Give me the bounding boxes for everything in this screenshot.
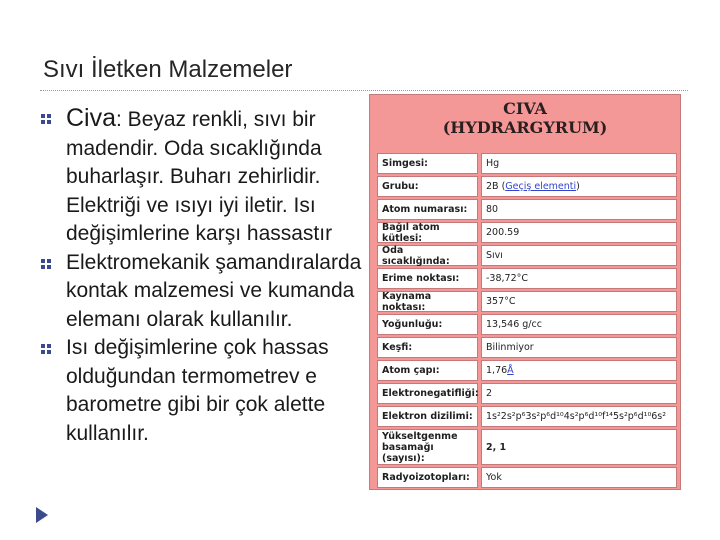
panel-title <box>370 99 680 137</box>
mercury-info-panel <box>369 94 681 490</box>
transition-element-link[interactable]: Geçiş elementi <box>505 181 577 192</box>
row-value: Yok <box>481 467 677 488</box>
table-row <box>377 337 677 358</box>
table-row <box>377 429 677 465</box>
bullet-item-usage <box>40 249 370 335</box>
panel-title-name: CIVA <box>503 99 547 118</box>
nav-arrow-icon[interactable] <box>35 506 49 529</box>
row-value: Sıvı <box>481 245 677 266</box>
bullet-square-icon <box>40 258 52 270</box>
table-row <box>377 406 677 427</box>
property-table <box>377 153 677 490</box>
row-label: Elektron dizilimi: <box>377 406 478 427</box>
row-value: 2 <box>481 383 677 404</box>
row-label: Grubu: <box>377 176 478 197</box>
row-value: 80 <box>481 199 677 220</box>
bullet-item-thermometer <box>40 334 370 448</box>
table-row <box>377 199 677 220</box>
table-row <box>377 245 677 266</box>
row-label: Atom çapı: <box>377 360 478 381</box>
bullet-text: : Beyaz renkli, sıvı bir madendir. Oda sıcaklığında buharlaşır. Buharı zehirlidir. Elektriği ve ısıyı iyi iletir. Isı değişimlerine karşı hassastır <box>66 108 333 245</box>
row-label: Keşfi: <box>377 337 478 358</box>
row-value: 357°C <box>481 291 677 312</box>
row-label: Yoğunluğu: <box>377 314 478 335</box>
bullet-item-civa <box>40 104 370 249</box>
row-label: Erime noktası: <box>377 268 478 289</box>
row-label: Simgesi: <box>377 153 478 174</box>
bullet-text: Elektromekanik şamandıralarda kontak malzemesi ve kumanda elemanı olarak kullanılır. <box>66 250 362 331</box>
table-row <box>377 383 677 404</box>
table-row <box>377 314 677 335</box>
table-row <box>377 360 677 381</box>
row-label: Kaynama noktası: <box>377 291 478 312</box>
table-row <box>377 222 677 243</box>
panel-title-latin: (HYDRARGYRUM) <box>442 118 608 137</box>
table-row <box>377 268 677 289</box>
bullet-list <box>40 104 370 448</box>
row-label: Bağıl atom kütlesi: <box>377 222 478 243</box>
row-value: 13,546 g/cc <box>481 314 677 335</box>
row-value <box>481 360 677 381</box>
table-row <box>377 291 677 312</box>
group-text: 2B ( <box>486 181 506 192</box>
bullet-square-icon <box>40 343 52 355</box>
bullet-square-icon <box>40 113 52 125</box>
atom-diameter-text: 1,76 <box>486 365 508 376</box>
row-value: Bilinmiyor <box>481 337 677 358</box>
row-label: Oda sıcaklığında: <box>377 245 478 266</box>
table-row <box>377 467 677 488</box>
slide-title: Sıvı İletken Malzemeler <box>43 56 293 83</box>
row-value: Hg <box>481 153 677 174</box>
row-value: -38,72°C <box>481 268 677 289</box>
row-value <box>481 176 677 197</box>
table-row <box>377 176 677 197</box>
title-divider <box>40 90 688 91</box>
row-label: Atom numarası: <box>377 199 478 220</box>
bullet-text: Isı değişimlerine çok hassas olduğundan termometrev e barometre gibi bir çok alette kullanılır. <box>66 336 329 445</box>
row-label: Elektronegatifliği: <box>377 383 478 404</box>
row-value: 2, 1 <box>481 429 677 465</box>
table-row <box>377 153 677 174</box>
row-label: Radyoizotopları: <box>377 467 478 488</box>
group-suffix: ) <box>576 181 580 192</box>
row-value: 200.59 <box>481 222 677 243</box>
bullet-lead: Civa <box>66 104 117 132</box>
row-label: Yükseltgenme basamağı (sayısı): <box>377 429 478 465</box>
angstrom-link[interactable]: Å <box>507 365 514 376</box>
row-value: 1s²2s²p⁶3s²p⁶d¹⁰4s²p⁶d¹⁰f¹⁴5s²p⁶d¹⁰6s² <box>481 406 677 427</box>
